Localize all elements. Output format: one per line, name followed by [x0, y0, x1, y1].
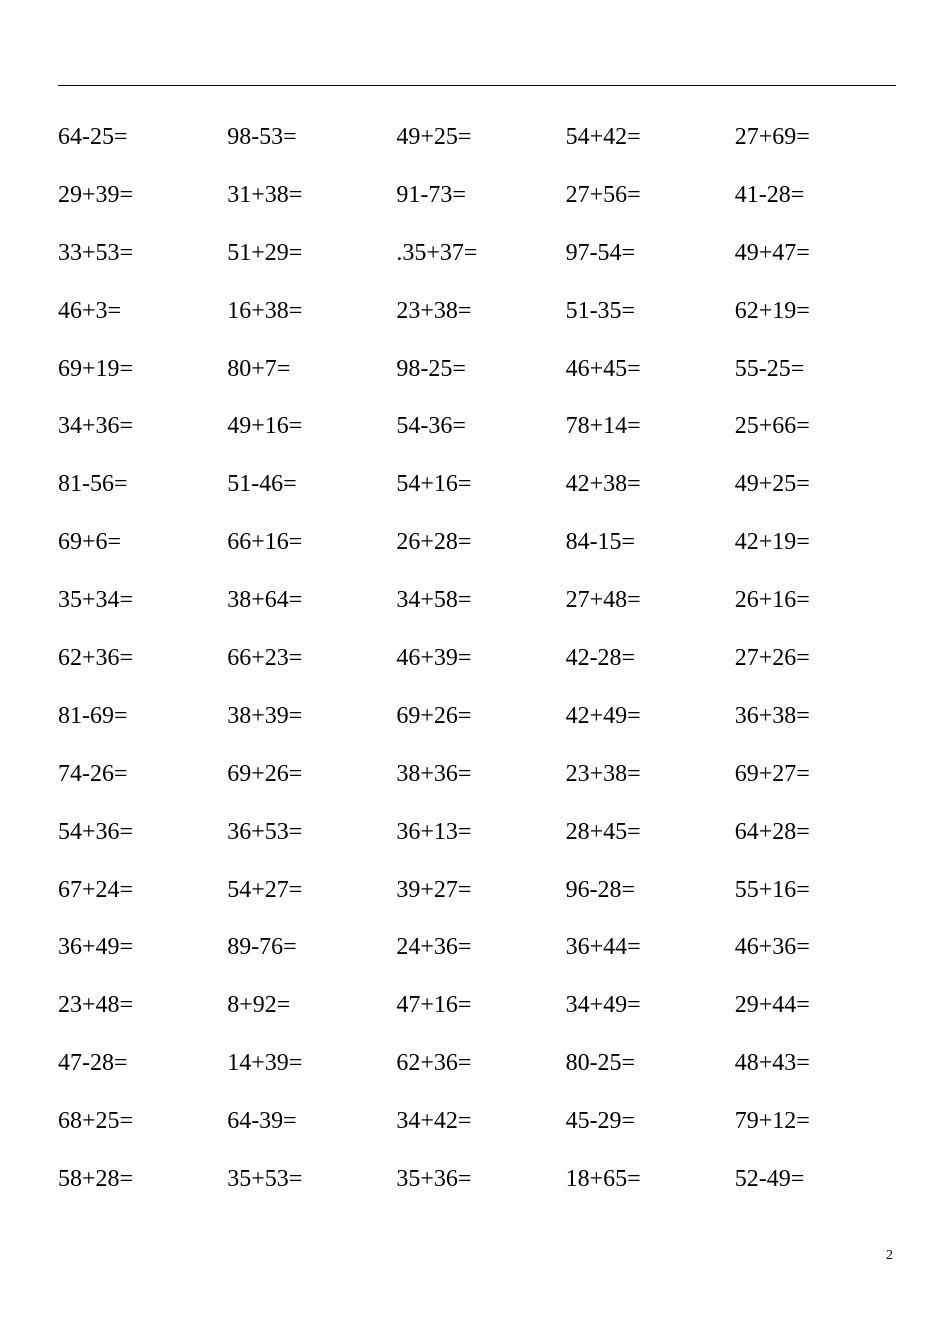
arithmetic-problem: 64-25=: [58, 124, 128, 150]
arithmetic-problem: 54+16=: [396, 471, 472, 498]
arithmetic-problem: 54-36=: [396, 413, 466, 440]
arithmetic-problem: 67+24=: [58, 876, 134, 903]
arithmetic-problem: 91-73=: [396, 181, 466, 208]
arithmetic-problem: .35+37=: [396, 239, 478, 266]
arithmetic-problem: 81-56=: [58, 471, 128, 498]
arithmetic-problem: 98-25=: [396, 355, 466, 382]
arithmetic-problem: 41-28=: [734, 181, 805, 208]
problem-row: [58, 1045, 908, 1103]
header-rule: [58, 85, 896, 86]
arithmetic-problem: 45-29=: [565, 1108, 636, 1135]
arithmetic-problem: 49+47=: [734, 239, 810, 266]
arithmetic-problem: 80-25=: [565, 1050, 636, 1077]
arithmetic-problem: 33+53=: [58, 239, 134, 266]
arithmetic-problem: 23+38=: [565, 760, 641, 787]
problem-row: [58, 872, 908, 930]
problem-row: [58, 1103, 908, 1161]
problem-row: [58, 119, 908, 177]
arithmetic-problem: 62+19=: [734, 297, 810, 324]
arithmetic-problem: 64-39=: [227, 1108, 297, 1135]
arithmetic-problem: 84-15=: [565, 529, 636, 556]
arithmetic-problem: 55+16=: [734, 876, 810, 903]
arithmetic-problem: 26+16=: [734, 587, 810, 614]
arithmetic-problem: 58+28=: [58, 1166, 134, 1193]
arithmetic-problem: 16+38=: [227, 297, 303, 324]
arithmetic-problem: 29+39=: [58, 181, 134, 208]
arithmetic-problem: 81-69=: [58, 702, 128, 729]
arithmetic-problem: 8+92=: [227, 992, 291, 1019]
arithmetic-problem: 79+12=: [734, 1108, 810, 1135]
arithmetic-problem: 39+27=: [396, 876, 472, 903]
problem-row: [58, 756, 908, 814]
arithmetic-problem: 27+48=: [565, 587, 641, 614]
arithmetic-problem: 69+27=: [734, 760, 810, 787]
arithmetic-problem: 66+16=: [227, 529, 303, 556]
arithmetic-problem: 74-26=: [58, 760, 128, 787]
arithmetic-problem: 46+39=: [396, 645, 472, 672]
arithmetic-problem: 31+38=: [227, 181, 303, 208]
arithmetic-problem: 36+49=: [58, 934, 134, 961]
arithmetic-problem: 27+56=: [565, 181, 641, 208]
arithmetic-problem: 23+48=: [58, 992, 134, 1019]
arithmetic-problem: 51-46=: [227, 471, 297, 498]
arithmetic-problem: 29+44=: [734, 992, 810, 1019]
arithmetic-problem: 54+36=: [58, 818, 134, 845]
arithmetic-problem: 69+19=: [58, 355, 134, 382]
arithmetic-problem: 18+65=: [565, 1166, 641, 1193]
arithmetic-problem: 36+53=: [227, 818, 303, 845]
arithmetic-problem: 49+16=: [227, 413, 303, 440]
arithmetic-problem: 78+14=: [565, 413, 641, 440]
arithmetic-problem: 36+38=: [734, 702, 810, 729]
arithmetic-problem: 89-76=: [227, 934, 297, 961]
arithmetic-problem: 34+42=: [396, 1108, 472, 1135]
arithmetic-problem: 46+45=: [565, 355, 641, 382]
arithmetic-problem: 35+34=: [58, 587, 134, 614]
arithmetic-problem: 49+25=: [396, 124, 472, 150]
problem-row: [58, 351, 908, 409]
problem-row: [58, 640, 908, 698]
arithmetic-problem: 97-54=: [565, 239, 636, 266]
arithmetic-problem: 42+49=: [565, 702, 641, 729]
problem-row: [58, 987, 908, 1045]
arithmetic-problem: 38+64=: [227, 587, 303, 614]
arithmetic-problem: 55-25=: [734, 355, 805, 382]
arithmetic-problem: 35+36=: [396, 1166, 472, 1193]
arithmetic-problem: 51-35=: [565, 297, 636, 324]
arithmetic-problem: 36+44=: [565, 934, 641, 961]
problem-row: [58, 698, 908, 756]
arithmetic-problem: 42+19=: [734, 529, 810, 556]
page-number: 2: [886, 1248, 893, 1263]
problem-row: [58, 814, 908, 872]
arithmetic-problem: 34+36=: [58, 413, 134, 440]
arithmetic-problem: 54+27=: [227, 876, 303, 903]
arithmetic-problem: 14+39=: [227, 1050, 303, 1077]
arithmetic-problem: 62+36=: [396, 1050, 472, 1077]
arithmetic-problem: 35+53=: [227, 1166, 303, 1193]
arithmetic-problem: 46+3=: [58, 297, 122, 324]
arithmetic-problem: 46+36=: [734, 934, 810, 961]
arithmetic-problem: 34+49=: [565, 992, 641, 1019]
problem-row: [58, 582, 908, 640]
arithmetic-problem: 36+13=: [396, 818, 472, 845]
problem-row: [58, 466, 908, 524]
arithmetic-problem: 98-53=: [227, 124, 297, 150]
problem-row: [58, 929, 908, 987]
arithmetic-problem: 64+28=: [734, 818, 810, 845]
problem-row: [58, 293, 908, 351]
arithmetic-problem: 28+45=: [565, 818, 641, 845]
arithmetic-problem: 69+26=: [396, 702, 472, 729]
arithmetic-problem: 42-28=: [565, 645, 636, 672]
arithmetic-problem: 52-49=: [734, 1166, 805, 1193]
arithmetic-problem: 23+38=: [396, 297, 472, 324]
arithmetic-problem: 66+23=: [227, 645, 303, 672]
arithmetic-problem: 51+29=: [227, 239, 303, 266]
problem-row: [58, 177, 908, 235]
problem-grid: [58, 119, 908, 1219]
problem-row: [58, 1161, 908, 1219]
arithmetic-problem: 26+28=: [396, 529, 472, 556]
arithmetic-problem: 80+7=: [227, 355, 291, 382]
arithmetic-problem: 47+16=: [396, 992, 472, 1019]
problem-row: [58, 524, 908, 582]
arithmetic-problem: 54+42=: [565, 124, 641, 150]
arithmetic-problem: 69+26=: [227, 760, 303, 787]
arithmetic-problem: 38+39=: [227, 702, 303, 729]
arithmetic-problem: 96-28=: [565, 876, 636, 903]
arithmetic-problem: 48+43=: [734, 1050, 810, 1077]
arithmetic-problem: 24+36=: [396, 934, 472, 961]
arithmetic-problem: 27+26=: [734, 645, 810, 672]
arithmetic-problem: 47-28=: [58, 1050, 128, 1077]
problem-row: [58, 235, 908, 293]
arithmetic-problem: 38+36=: [396, 760, 472, 787]
arithmetic-problem: 62+36=: [58, 645, 134, 672]
arithmetic-problem: 68+25=: [58, 1108, 134, 1135]
arithmetic-problem: 49+25=: [734, 471, 810, 498]
arithmetic-problem: 69+6=: [58, 529, 122, 556]
arithmetic-problem: 25+66=: [734, 413, 810, 440]
arithmetic-problem: 42+38=: [565, 471, 641, 498]
arithmetic-problem: 34+58=: [396, 587, 472, 614]
arithmetic-problem: 27+69=: [734, 124, 810, 150]
problem-row: [58, 408, 908, 466]
